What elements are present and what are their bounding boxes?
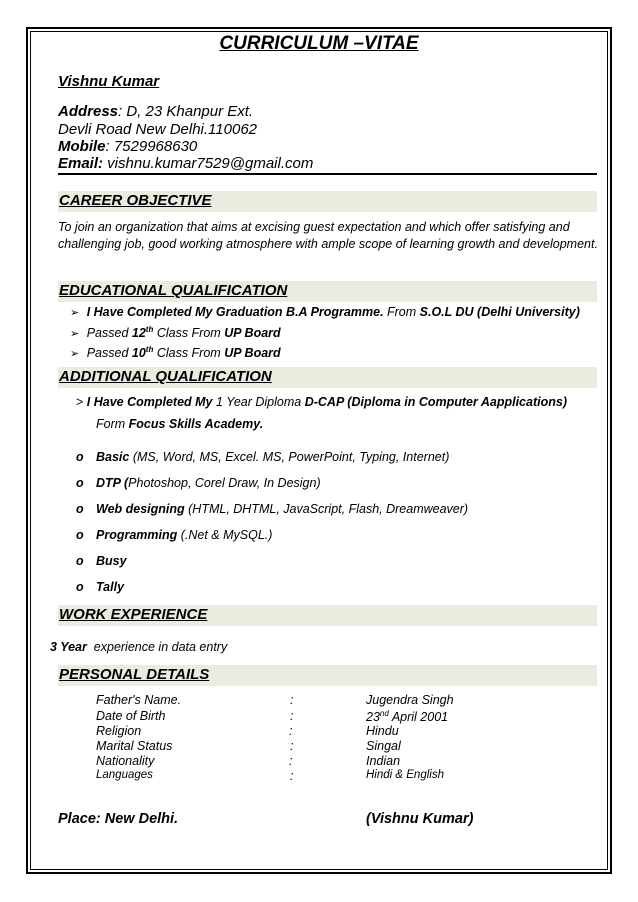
email-line [58, 155, 313, 172]
personal-details-heading: PERSONAL DETAILS [59, 666, 210, 683]
education-item: ➢ Passed 12th Class From UP Board [70, 325, 281, 341]
personal-label: Marital Status [96, 739, 173, 753]
personal-label: Date of Birth [96, 709, 166, 723]
additional-band [58, 367, 597, 388]
personal-value: Jugendra Singh [366, 693, 454, 707]
diploma-line: > I Have Completed My 1 Year Diploma D-CAP (Diploma in Computer Aapplications) [76, 395, 567, 409]
place-line: Place: New Delhi. [58, 811, 179, 827]
arrow-bullet-icon: ➢ [70, 328, 80, 341]
address-line-1 [58, 103, 253, 120]
skill-item: DTP (Photoshop, Corel Draw, In Design) [96, 476, 321, 490]
personal-label: Nationality [96, 754, 155, 768]
mobile-line [58, 138, 197, 155]
circle-bullet-icon: o [76, 554, 84, 568]
email-label: Email: [58, 155, 104, 172]
circle-bullet-icon: o [76, 528, 84, 542]
personal-value: Hindi & English [366, 769, 444, 781]
education-item: ➢ I Have Completed My Graduation B.A Programme. From S.O.L DU (Delhi University) [70, 305, 580, 319]
personal-colon: : [290, 693, 294, 707]
mobile-label: Mobile [58, 138, 106, 155]
education-heading: EDUCATIONAL QUALIFICATION [59, 282, 288, 299]
personal-label: Father's Name. [96, 693, 182, 707]
education-band [58, 281, 597, 302]
personal-label: Languages [96, 769, 153, 781]
personal-colon: : [290, 769, 294, 783]
career-objective-text: To join an organization that aims at excising guest expectation and which offer satisfying and challenging job, good working atmosphere with ample scope of learning growth and development. [58, 220, 598, 251]
skill-item: Tally [96, 580, 125, 594]
work-experience-heading: WORK EXPERIENCE [59, 606, 208, 623]
circle-bullet-icon: o [76, 580, 84, 594]
career-objective-heading: CAREER OBJECTIVE [59, 192, 212, 209]
education-item: ➢ Passed 10th Class From UP Board [70, 345, 281, 361]
personal-value: Indian [366, 754, 401, 768]
signature-name: (Vishnu Kumar) [366, 811, 474, 827]
skill-item: Basic (MS, Word, MS, Excel. MS, PowerPoint, Typing, Internet) [96, 450, 450, 464]
mobile-value: : 7529968630 [105, 138, 198, 155]
address-line-2: Devli Road New Delhi.110062 [58, 121, 257, 138]
additional-heading: ADDITIONAL QUALIFICATION [59, 368, 272, 385]
circle-bullet-icon: o [76, 450, 84, 464]
circle-bullet-icon: o [76, 502, 84, 516]
skill-item: Web designing (HTML, DHTML, JavaScript, Flash, Dreamweaver) [96, 502, 469, 516]
email-value: vishnu.kumar7529@gmail.com [103, 155, 314, 172]
address-value: : D, 23 Khanpur Ext. [118, 103, 254, 120]
personal-label: Religion [96, 724, 142, 738]
career-objective-band [58, 191, 597, 212]
arrow-bullet-icon: ➢ [70, 307, 80, 319]
arrow-bullet-icon: ➢ [70, 348, 80, 361]
personal-colon: : [289, 754, 293, 768]
personal-value: Hindu [366, 724, 399, 738]
circle-bullet-icon: o [76, 476, 84, 490]
page-title: CURRICULUM –VITAE [219, 33, 419, 54]
skill-item: Programming (.Net & MySQL.) [96, 528, 273, 542]
personal-colon: : [290, 709, 294, 723]
candidate-name: Vishnu Kumar [58, 73, 160, 90]
work-experience-line: 3 Year experience in data entry [50, 640, 228, 654]
personal-value: Singal [366, 739, 401, 753]
work-experience-band [58, 605, 597, 626]
address-label: Address [58, 103, 119, 120]
diploma-institute-line: Form Focus Skills Academy. [96, 417, 264, 431]
skill-item: Busy [96, 554, 127, 568]
personal-colon: : [290, 739, 294, 753]
personal-value: 23nd April 2001 [366, 709, 449, 725]
header-divider [58, 173, 597, 175]
personal-colon: : [289, 724, 293, 738]
marker-icon: > [76, 395, 84, 409]
personal-details-band [58, 665, 597, 686]
